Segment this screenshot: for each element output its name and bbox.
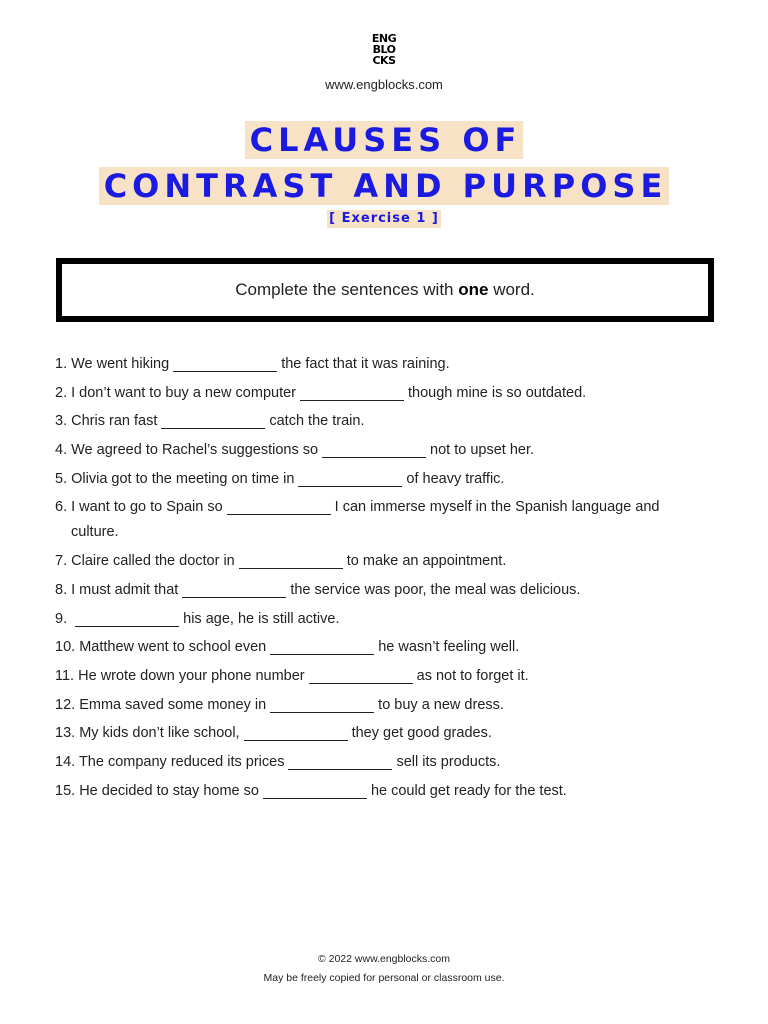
answer-blank[interactable] [270, 696, 374, 713]
footer-license: May be freely copied for personal or classroom use. [263, 972, 505, 984]
answer-blank[interactable] [161, 412, 265, 429]
item-text-after: to make an appointment. [346, 553, 507, 570]
item-text-after: to buy a new dress. [378, 696, 504, 713]
item-number: 8. [55, 581, 68, 598]
item-text-before: He decided to stay home so [79, 782, 259, 799]
answer-blank[interactable] [173, 355, 277, 372]
answer-blank[interactable] [288, 753, 392, 770]
answer-blank[interactable] [270, 638, 374, 655]
item-text-after: sell its products. [396, 753, 501, 770]
item-number: 9. [55, 610, 68, 627]
exercise-item [55, 580, 705, 600]
logo-line: CKS [372, 54, 396, 67]
exercise-list [55, 354, 705, 809]
item-number: 7. [55, 553, 68, 570]
answer-blank[interactable] [300, 384, 404, 401]
exercise-item [55, 609, 705, 629]
item-number: 5. [55, 470, 68, 487]
item-text-after: the service was poor, the meal was delicious. [290, 581, 581, 598]
item-text-after: though mine is so outdated. [408, 384, 587, 401]
item-text-after: of heavy traffic. [406, 470, 505, 487]
item-number: 13. [55, 725, 76, 742]
title-text: CLAUSES OF [245, 121, 524, 159]
item-text-after: catch the train. [269, 413, 365, 430]
item-text-continuation: culture. [71, 524, 119, 541]
exercise-item [55, 752, 705, 772]
item-text-after: he could get ready for the test. [370, 782, 567, 799]
exercise-item [55, 695, 705, 715]
instruction-text: Complete the sentences with one word. [235, 280, 535, 299]
item-number: 2. [55, 384, 68, 401]
exercise-item [55, 637, 705, 657]
item-text-before: Emma saved some money in [79, 696, 267, 713]
item-number: 12. [55, 696, 76, 713]
answer-blank[interactable] [309, 667, 413, 684]
instruction-box [56, 258, 714, 322]
worksheet-title-line-2 [0, 167, 768, 205]
item-text-before: We agreed to Rachel’s suggestions so [71, 442, 319, 459]
item-text-before: We went hiking [71, 356, 170, 372]
logo-line: BLO [372, 43, 396, 56]
item-text-before: I want to go to Spain so [71, 499, 223, 516]
item-number: 1. [55, 356, 68, 372]
site-url[interactable]: www.engblocks.com [325, 77, 443, 92]
item-text-after: I can immerse myself in the Spanish language and [334, 499, 660, 516]
item-number: 11. [55, 667, 75, 684]
item-text-after: as not to forget it. [416, 667, 529, 684]
item-text-after: the fact that it was raining. [281, 356, 450, 372]
item-text-before: He wrote down your phone number [78, 667, 305, 684]
answer-blank[interactable] [322, 441, 426, 458]
engblocks-logo [364, 33, 404, 66]
answer-blank[interactable] [239, 552, 343, 569]
item-text-after: he wasn’t feeling well. [378, 639, 520, 656]
item-number: 15. [55, 782, 76, 799]
answer-blank[interactable] [298, 470, 402, 487]
exercise-item [55, 551, 705, 571]
title-text: CONTRAST AND PURPOSE [99, 167, 670, 205]
logo-line: ENG [371, 32, 397, 45]
item-number: 3. [55, 413, 68, 430]
item-text-before: Olivia got to the meeting on time in [71, 470, 295, 487]
item-text-after: not to upset her. [430, 442, 535, 459]
answer-blank[interactable] [182, 581, 286, 598]
item-number: 14. [55, 753, 76, 770]
footer-copyright: © 2022 www.engblocks.com [317, 953, 451, 965]
item-number: 4. [55, 442, 68, 459]
exercise-item [55, 666, 705, 686]
exercise-item [55, 781, 705, 801]
item-number: 6. [55, 499, 68, 516]
exercise-item [55, 411, 705, 431]
item-text-before: My kids don’t like school, [79, 725, 240, 742]
item-text-before: Claire called the doctor in [71, 553, 235, 570]
answer-blank[interactable] [75, 610, 179, 627]
item-text-before: Chris ran fast [71, 413, 158, 430]
item-text-before: The company reduced its prices [78, 753, 285, 770]
exercise-item [55, 354, 705, 374]
worksheet-title-line-1 [0, 121, 768, 159]
exercise-item [55, 497, 705, 542]
exercise-text: [ Exercise 1 ] [329, 211, 439, 226]
item-text-before: I must admit that [71, 581, 179, 598]
answer-blank[interactable] [244, 724, 348, 741]
answer-blank[interactable] [263, 782, 367, 799]
item-text-after: his age, he is still active. [183, 610, 340, 627]
answer-blank[interactable] [227, 498, 331, 515]
item-number: 10. [55, 639, 76, 656]
exercise-item [55, 723, 705, 743]
instruction-emphasis: one [458, 280, 489, 299]
exercise-item [55, 469, 705, 489]
exercise-item [55, 383, 705, 403]
item-text-before: I don’t want to buy a new computer [71, 384, 297, 401]
exercise-item [55, 440, 705, 460]
item-text-after: they get good grades. [351, 725, 492, 742]
item-text-before: Matthew went to school even [79, 639, 267, 656]
exercise-label [0, 209, 768, 228]
